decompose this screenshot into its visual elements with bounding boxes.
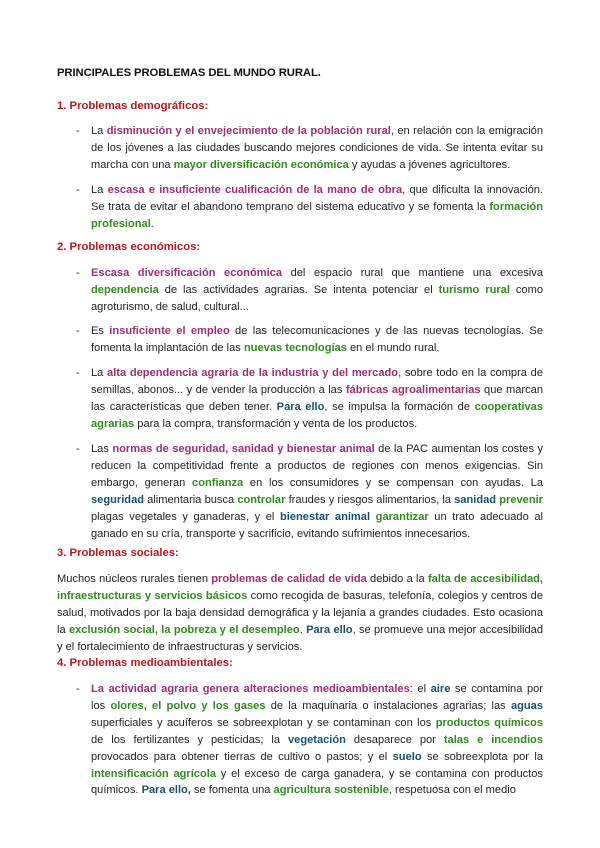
- text-run: que marcan las características que deben tener.: [91, 383, 543, 413]
- highlighted-term: insuficiente el empleo: [109, 325, 230, 337]
- section-heading-sociales: 3. Problemas sociales:: [57, 547, 179, 559]
- text-run: superficiales y acuíferos se sobreexplotan y se contaminan con los: [91, 716, 436, 729]
- highlighted-term: disminución y el envejecimiento de la población rural: [106, 125, 391, 137]
- text-run: en los consumidores y se compensan con ayudas. La: [243, 476, 543, 489]
- text-run: La: [91, 184, 108, 196]
- text-run: para la compra, transformación y venta de los productos.: [134, 417, 418, 430]
- text-run: del espacio rural que mantiene una excesiva: [282, 267, 543, 279]
- bullet-dash: -: [76, 683, 80, 695]
- highlighted-term: garantizar: [375, 510, 429, 523]
- text-run: , se impulsa la formación de: [324, 400, 475, 413]
- text-run: La: [91, 367, 108, 379]
- highlighted-term: turismo rural: [438, 283, 510, 296]
- text-run: un trato adecuado al ganado en su cría, transporte y sacrificio, evitando sufrimientos innecesarios.: [91, 510, 543, 540]
- highlighted-term: problemas de calidad de vida: [211, 573, 367, 585]
- bullet-paragraph: [91, 265, 543, 316]
- bullet-dash: -: [76, 267, 80, 279]
- bullet-paragraph: [91, 365, 543, 433]
- section-heading-medioambientales: 4. Problemas medioambientales:: [57, 657, 233, 669]
- text-run: se fomenta una: [190, 784, 274, 797]
- highlighted-term: normas de seguridad, sanidad y bienestar animal: [112, 443, 375, 455]
- highlighted-term: sanidad: [454, 493, 497, 506]
- bullet-dash: -: [76, 367, 80, 379]
- highlighted-term: bienestar animal: [279, 510, 371, 523]
- highlighted-term: aguas: [510, 699, 544, 712]
- text-run: : el: [409, 683, 431, 695]
- highlighted-term: Escasa diversificación económica: [91, 267, 283, 279]
- text-run: .: [150, 217, 154, 230]
- text-run: como agroturismo, de salud, cultural...: [91, 283, 543, 313]
- highlighted-term: mayor diversificación económica: [173, 158, 349, 171]
- highlighted-term: Para ello: [306, 623, 353, 636]
- bullet-paragraph: [91, 681, 543, 799]
- highlighted-term: Para ello,: [141, 784, 191, 797]
- text-run: , en relación con la emigración de los jóvenes a las ciudades buscando mejores condiciones de vida. Se intenta evitar su marcha con una: [91, 125, 544, 171]
- text-run: , respetuosa con el medio: [388, 784, 516, 797]
- text-run: La: [91, 125, 107, 137]
- text-run: en el mundo rural.: [346, 341, 440, 354]
- text-run: fraudes y riesgos alimentarios, la: [285, 493, 455, 506]
- text-run: de las telecomunicaciones y de las nuevas tecnologías. Se fomenta la implantación de las: [91, 325, 543, 354]
- body-paragraph: [57, 571, 543, 656]
- highlighted-term: dependencia: [91, 283, 159, 296]
- highlighted-term: controlar: [237, 493, 286, 506]
- highlighted-term: escasa e insuficiente cualificación de la mano de obra: [107, 184, 403, 196]
- text-run: de la maquinaria o instalaciones agrarias; las: [265, 699, 511, 712]
- highlighted-term: olores, el polvo y los gases: [110, 699, 266, 712]
- text-run: , sobre todo en la compra de semillas, abonos... y de vender la producción a las: [91, 367, 544, 396]
- text-run: y el exceso de carga ganadera, y se contamina con productos químicos.: [91, 767, 543, 797]
- text-run: de la PAC aumentan los costes y reducen la competitividad frente a productos de regiones con menos exigencias. Sin embargo, generan: [91, 443, 543, 489]
- highlighted-term: cooperativas agrarias: [91, 400, 544, 430]
- text-run: de los fertilizantes y pesticidas; la: [91, 733, 288, 746]
- text-run: como recogida de basuras, telefonía, colegios y centros de salud, motivados por la baja densidad demográfica y la lejanía a grandes ciudades. Esto ocasiona la: [57, 589, 543, 636]
- highlighted-term: alta dependencia agraria de la industria y del mercado: [107, 367, 399, 379]
- text-run: se contamina por los: [91, 683, 543, 712]
- section-heading-economicos: 2. Problemas económicos:: [57, 241, 201, 253]
- highlighted-term: seguridad: [91, 493, 145, 506]
- section-heading-demograficos: 1. Problemas demográficos:: [57, 100, 209, 112]
- highlighted-term: fábricas agroalimentarias: [345, 383, 481, 396]
- text-run: .: [299, 623, 307, 636]
- highlighted-term: aire: [430, 683, 451, 695]
- bullet-dash: -: [76, 443, 80, 455]
- highlighted-term: formación profesional: [91, 200, 543, 230]
- highlighted-term: confianza: [192, 476, 244, 489]
- highlighted-term: intensificación agrícola: [91, 767, 216, 780]
- bullet-paragraph: [91, 323, 543, 357]
- highlighted-term: La actividad agraria genera alteraciones medioambientales: [91, 683, 410, 695]
- highlighted-term: nuevas tecnologías: [243, 341, 347, 354]
- text-run: Muchos núcleos rurales tienen: [57, 573, 212, 585]
- text-run: plagas vegetales y ganaderas, y el: [91, 510, 280, 523]
- text-run: Es: [91, 325, 110, 337]
- text-run: de las actividades agrarias. Se intenta potenciar el: [158, 283, 439, 296]
- bullet-dash: -: [76, 184, 80, 196]
- bullet-dash: -: [76, 325, 80, 337]
- highlighted-term: prevenir: [499, 493, 543, 506]
- bullet-dash: -: [76, 125, 80, 137]
- highlighted-term: exclusión social, la pobreza y el desempleo: [68, 623, 300, 636]
- highlighted-term: suelo: [392, 750, 422, 763]
- text-run: alimentaria busca: [144, 493, 238, 506]
- document-title: PRINCIPALES PROBLEMAS DEL MUNDO RURAL.: [57, 67, 321, 79]
- bullet-paragraph: [91, 182, 543, 233]
- text-run: debido a la: [366, 573, 428, 585]
- highlighted-term: Para ello: [276, 400, 325, 413]
- bullet-paragraph: [91, 123, 543, 174]
- text-run: se sobreexplota por la: [421, 750, 543, 763]
- highlighted-term: productos químicos: [435, 716, 543, 729]
- highlighted-term: talas e incendios: [443, 733, 543, 746]
- text-run: , se promueve una mejor accesibilidad y el fortalecimiento de infraestructuras y servicios.: [57, 623, 544, 653]
- highlighted-term: falta de accesibilidad, infraestructuras y servicios básicos: [57, 573, 543, 602]
- text-run: , que dificulta la innovación. Se trata de evitar el abandono temprano del sistema educativo y se fomenta la: [91, 184, 544, 213]
- highlighted-term: vegetación: [287, 733, 346, 746]
- highlighted-term: agricultura sostenible: [273, 784, 389, 797]
- bullet-paragraph: [91, 441, 543, 542]
- text-run: Las: [91, 443, 113, 455]
- text-run: provocados para obtener tierras de cultivo o pastos; y el: [91, 750, 393, 763]
- text-run: desaparece por: [345, 733, 444, 746]
- text-run: y ayudas a jóvenes agricultores.: [348, 158, 511, 171]
